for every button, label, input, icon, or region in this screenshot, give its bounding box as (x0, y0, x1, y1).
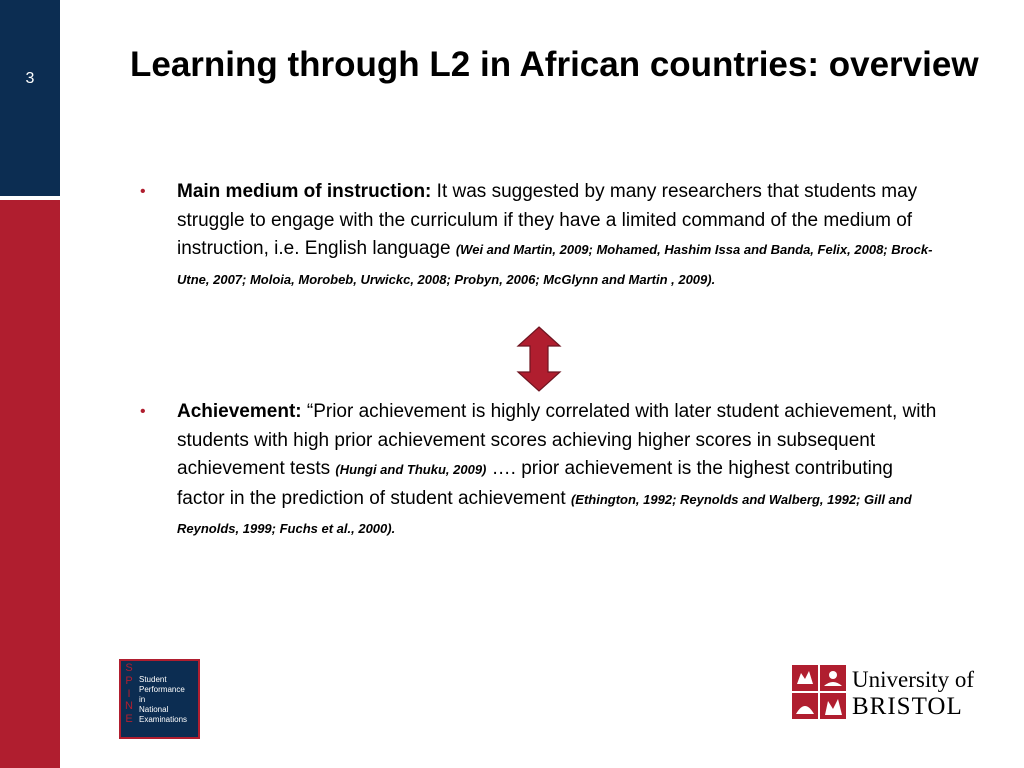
bullet-text (177, 398, 940, 544)
spine-word: in (139, 695, 146, 704)
university-of-bristol-logo (792, 665, 977, 721)
spine-full-name (139, 675, 187, 725)
spine-letter: S (125, 662, 133, 674)
bullet-body: It was suggested by many researchers that students may struggle to engage with the curriculum if they have a limited command of the medium of instruction, i.e. English language (177, 181, 918, 259)
bullet-citation-2: (Ethington, 1992; Reynolds and Walberg, 1992; Gill and Reynolds, 1999; Fuchs et al., 2000). (177, 491, 912, 536)
bullet-heading: Achievement: (177, 401, 302, 422)
spine-logo (119, 659, 200, 739)
bullet-text (177, 178, 940, 294)
bristol-crest-icon (792, 665, 846, 719)
bullet-body-continued: …. prior achievement is the highest contributing factor in the prediction of student achievement (177, 458, 893, 509)
spine-letter: P (125, 674, 133, 687)
bullet-medium-of-instruction (140, 178, 940, 294)
university-name-line2: BRISTOL (852, 693, 963, 720)
bullet-body: “Prior achievement is highly correlated with later student achievement, with students with high prior achievement scores achieving higher scores in subsequent achievement tests (177, 401, 937, 479)
spine-word: Examinations (139, 715, 188, 724)
spine-word: Performance (139, 685, 185, 694)
spine-word: Student (139, 675, 167, 684)
bullet-achievement (140, 398, 940, 544)
spine-letter: I (127, 687, 131, 700)
bullet-marker: • (140, 403, 146, 420)
university-name-line1: University of (852, 667, 975, 692)
spine-letter: N (125, 700, 133, 713)
bullet-marker: • (140, 183, 146, 200)
side-bar-navy (0, 0, 60, 196)
side-bar-red (0, 200, 60, 768)
bullet-heading: Main medium of instruction: (177, 181, 432, 202)
spine-acronym (123, 662, 135, 726)
double-headed-vertical-arrow-icon (516, 326, 562, 392)
bullet-citation: (Hungi and Thuku, 2009) (335, 462, 487, 477)
slide-title: Learning through L2 in African countries: overview (130, 45, 979, 84)
bullet-citation: (Wei and Martin, 2009; Mohamed, Hashim Issa and Banda, Felix, 2008; Brock-Utne, 2007; Moloia, Morobeb, Urwickc, 2008; Probyn, 2006; McGlynn and Martin , 2009). (177, 242, 933, 287)
spine-word: National (139, 705, 169, 714)
slide-number: 3 (25, 70, 35, 87)
spine-letter: E (125, 713, 133, 726)
